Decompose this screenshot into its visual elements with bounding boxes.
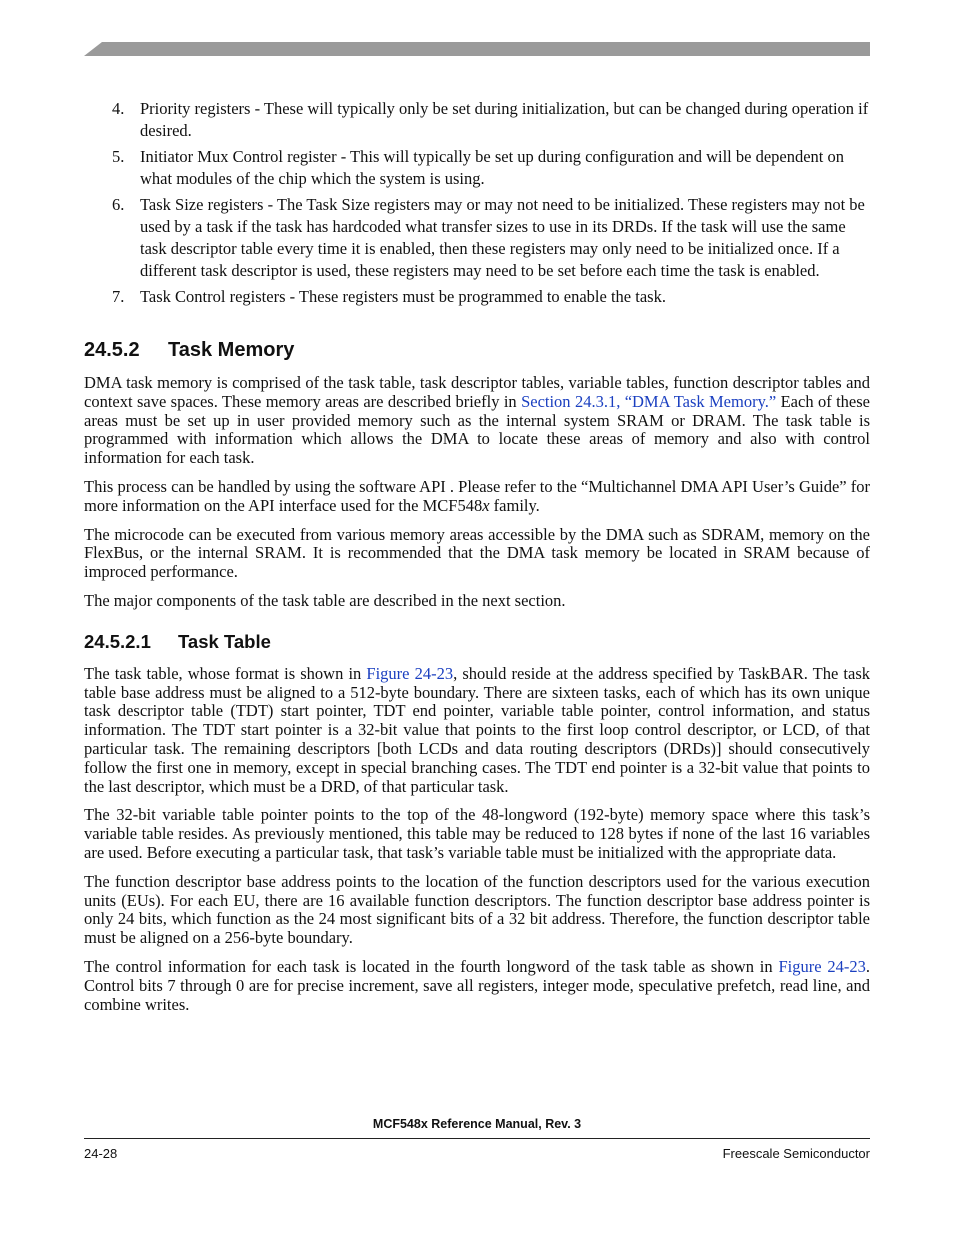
section-heading-task-table: 24.5.2.1 Task Table <box>84 630 271 652</box>
paragraph: The task table, whose format is shown in Figure 24-23, should reside at the address specified by TaskBAR. The task table base address must be aligned to a 512-byte boundary. There are sixteen tasks, each of which has its own unique task descriptor table (TDT) start pointer, TDT end pointer, variable table pointer, control information, and status information. The TDT start pointer is a 32-bit value that points to the first loop control descriptor, or LCD, of that particular task. The remaining descriptors [both LCDs and data routing descriptors (DRDs)] should consecutively follow the first one in memory, except in special branching cases. The TDT end pointer is a 32-bit value that points to the last descriptor, which must be a DRD, of that particular task. <box>84 663 870 796</box>
paragraph: The 32-bit variable table pointer points to the top of the 48-longword (192-byte) memory space where this task’s variable table resides. As previously mentioned, this table may be reduced to 128 bytes if none of the last 16 variables are used. Before executing a particular task, that task’s variable table must be initialized with the appropriate data. <box>84 805 870 862</box>
paragraph: The function descriptor base address points to the location of the function descriptors used for the various execution units (EUs). For each EU, there are 16 available function descriptors. The function descriptor base address pointer is only 24 bits, which function as the 24 most significant bits of a 32 bit address. Therefore, the function descriptor table must be aligned on a 256-byte boundary. <box>84 871 870 948</box>
list-item: 6. Task Size registers - The Task Size registers may or may not need to be initialized. These registers may not be used by a task if the task has hardcoded what transfer sizes to use in its DRDs. If the task will use the same task descriptor table every time it is enabled, then these registers may only need to be initialized once. If a different task descriptor is used, these registers may need to be set before each time the task is enabled. <box>112 195 865 280</box>
footer-divider <box>84 1138 870 1139</box>
list-item: 4. Priority registers - These will typically only be set during initialization, but can be changed during operation if desired. <box>112 99 869 140</box>
paragraph: This process can be handled by using the software API . Please refer to the “Multichannel DMA API User’s Guide” for more information on the API interface used for the MCF548x family. <box>84 476 870 515</box>
figure-link[interactable]: Figure 24-23 <box>778 956 866 976</box>
footer-company: Freescale Semiconductor <box>722 1146 870 1161</box>
figure-link[interactable]: Figure 24-23 <box>366 663 454 683</box>
header-banner <box>84 42 870 56</box>
footer-manual-title: MCF548x Reference Manual, Rev. 3 <box>372 1117 582 1131</box>
register-steps-list <box>84 98 870 308</box>
section-link[interactable]: Section 24.3.1, “DMA Task Memory.” <box>521 391 777 411</box>
paragraph: DMA task memory is comprised of the task table, task descriptor tables, variable tables, function descriptor tables and context save spaces. These memory areas are described briefly in Section 24.3.1, “DMA Task Memory.” Each of these areas must be set up in user provided memory such as the internal system SRAM or DRAM. The task table is programmed with information which allows the DMA to locate these areas of memory and also with control information for each task. <box>84 373 870 468</box>
paragraph: The major components of the task table are described in the next section. <box>84 590 566 610</box>
page-content <box>84 98 870 1024</box>
paragraph: The microcode can be executed from various memory areas accessible by the DMA such as SDRAM, memory on the FlexBus, or the internal SRAM. It is recommended that the DMA task memory be located in SRAM because of improced performance. <box>84 524 870 582</box>
footer-page-number: 24-28 <box>84 1146 118 1161</box>
list-item: 7. Task Control registers - These registers must be programmed to enable the task. <box>112 287 666 306</box>
paragraph: The control information for each task is located in the fourth longword of the task table as shown in Figure 24-23. Control bits 7 through 0 are for precise increment, save all registers, integer mode, speculative prefetch, read line, and combine writes. <box>84 956 870 1014</box>
list-item: 5. Initiator Mux Control register - This will typically be set up during configuration and will be dependent on what modules of the chip which the system is using. <box>112 147 845 188</box>
section-heading-task-memory: 24.5.2 Task Memory <box>84 339 295 361</box>
